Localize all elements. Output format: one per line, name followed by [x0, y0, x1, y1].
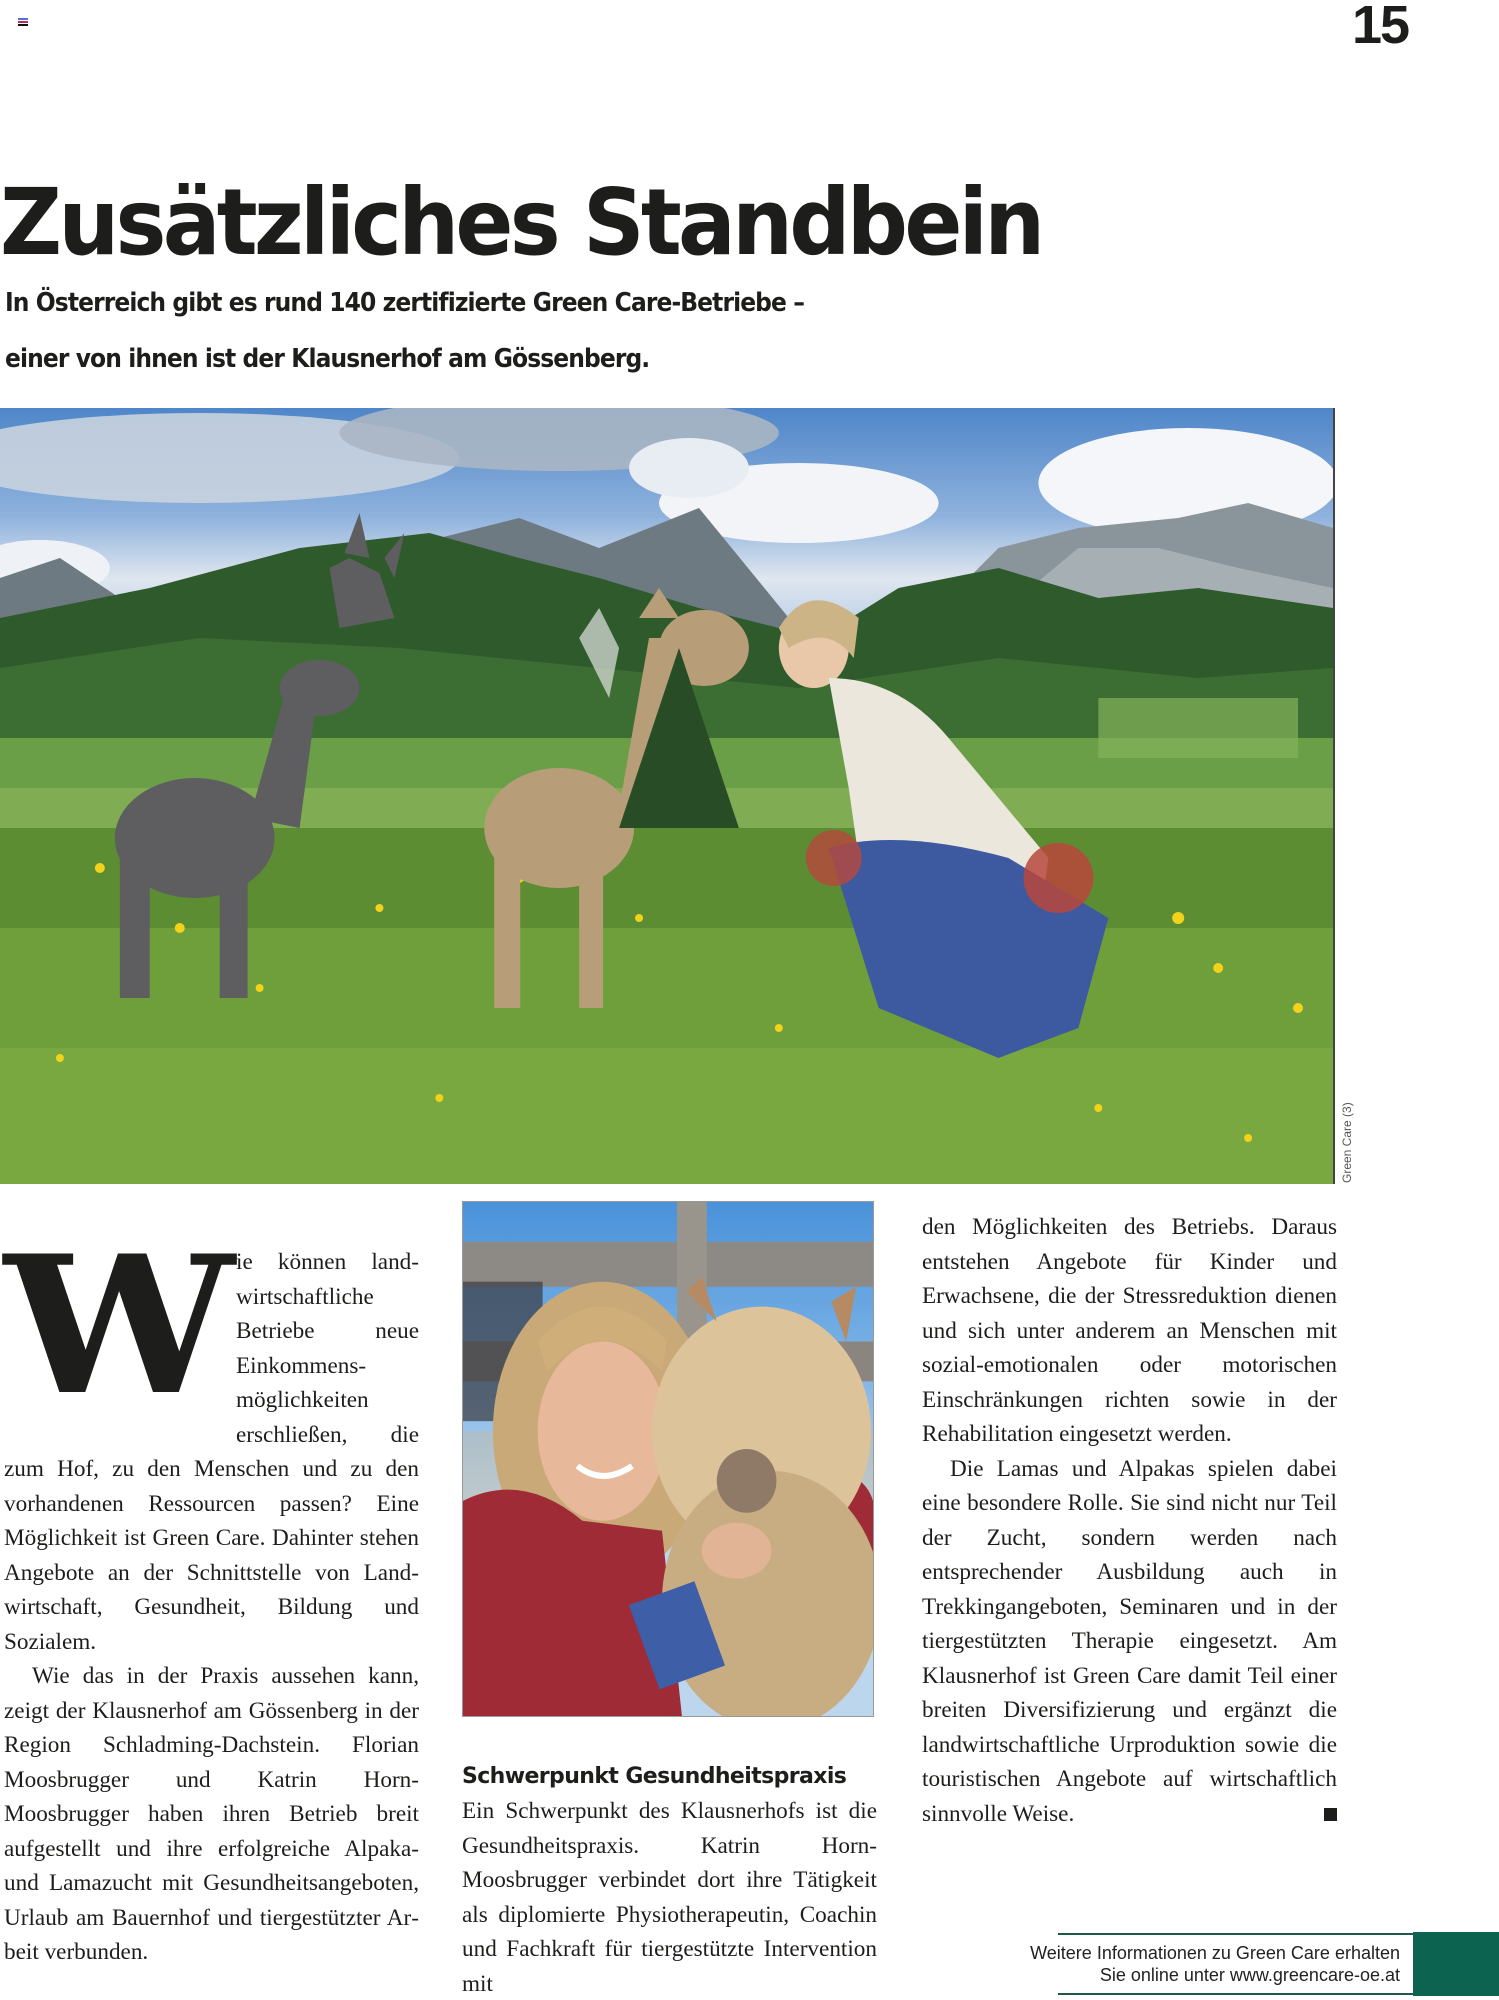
- color-registration-mark-icon: [18, 18, 28, 26]
- subtitle-line-1: In Österreich gibt es rund 140 zertifizierte Green Care-Betriebe –: [5, 288, 805, 318]
- main-photo: [0, 408, 1335, 1184]
- subtitle-line-2: einer von ihnen ist der Klausnerhof am Gössenberg.: [5, 344, 650, 374]
- dropcap: W: [4, 1214, 235, 1437]
- article-column-2: [462, 1760, 877, 2000]
- section-heading: Schwerpunkt Gesundheitspraxis: [462, 1764, 847, 1789]
- info-box-text: [960, 1942, 1400, 1986]
- article-column-1: [4, 1214, 419, 1970]
- paragraph: den Möglichkeiten des Betriebs. Daraus entstehen Angebote für Kinder und Erwachsene, die der Stressreduktion dienen und sich unter anderem an Menschen mit sozial-emotionalen oder motorischen Einschränkungen richten sowie in der Rehabilitation eingesetzt werden.: [922, 1214, 1337, 1447]
- paragraph: Die Lamas und Alpakas spielen dabei eine besondere Rolle. Sie sind nicht nur Teil der Zucht, sondern werden nach entsprechender Ausbildung auch in Trekkingangeboten, Seminaren und in der tiergestützten Therapie eingesetzt. Am Klausnerhof ist Green Care damit Teil einer breiten Diversifizierung und ergänzt die landwirtschaftliche Urproduktion sowie die touristischen Angebote auf wirtschaftlich sinnvolle Weise.: [922, 1455, 1337, 1827]
- woman-with-alpaca-image: [463, 1202, 873, 1716]
- paragraph: Wie das in der Praxis aussehen kann, zeigt der Klausnerhof am Gössenberg in der Region Schladming-Dachstein. Florian Moosbrugger und Katrin Horn-Moosbrugger haben ihren Betrieb breit aufgestellt und ihre erfolgreiche Alpaka- und Lamazucht mit Gesundheitsangeboten, Urlaub am Bauernhof und tiergestützter Arbeit verbunden.: [4, 1663, 419, 1965]
- landscape-llamas-image: [0, 408, 1333, 1184]
- info-line-2: Sie online unter www.greencare-oe.at: [1099, 1965, 1400, 1985]
- paragraph: Ein Schwerpunkt des Klausnerhofs ist die Gesundheitspraxis. Katrin Horn-Moosbrugger verbindet dort ihre Tätigkeit als diplomierte Physiotherapeutin, Coachin und Fachkraft für tiergestützte Intervention mit: [462, 1798, 877, 1997]
- info-line-1: Weitere Informationen zu Green Care erhalten: [1030, 1943, 1400, 1963]
- page-number: 15: [1352, 0, 1409, 55]
- article-column-3: [922, 1210, 1337, 1831]
- page-title: Zusätzliches Standbein: [0, 169, 1042, 276]
- portrait-photo: [462, 1201, 874, 1717]
- end-of-article-square-icon: [1324, 1808, 1337, 1821]
- photo-credit: Green Care (3): [1340, 1102, 1354, 1183]
- green-accent-block: [1413, 1932, 1499, 1996]
- paragraph: Wie können landwirtschaftliche Betriebe neue Einkommensmöglichkeiten erschließen, die zum Hof, zu den Menschen und zu den vorhandenen Ressourcen passen? Eine Möglichkeit ist Green Care. Dahinter stehen Angebote an der Schnittstelle von Landwirtschaft, Gesundheit, Bildung und Sozialem.: [4, 1214, 419, 1655]
